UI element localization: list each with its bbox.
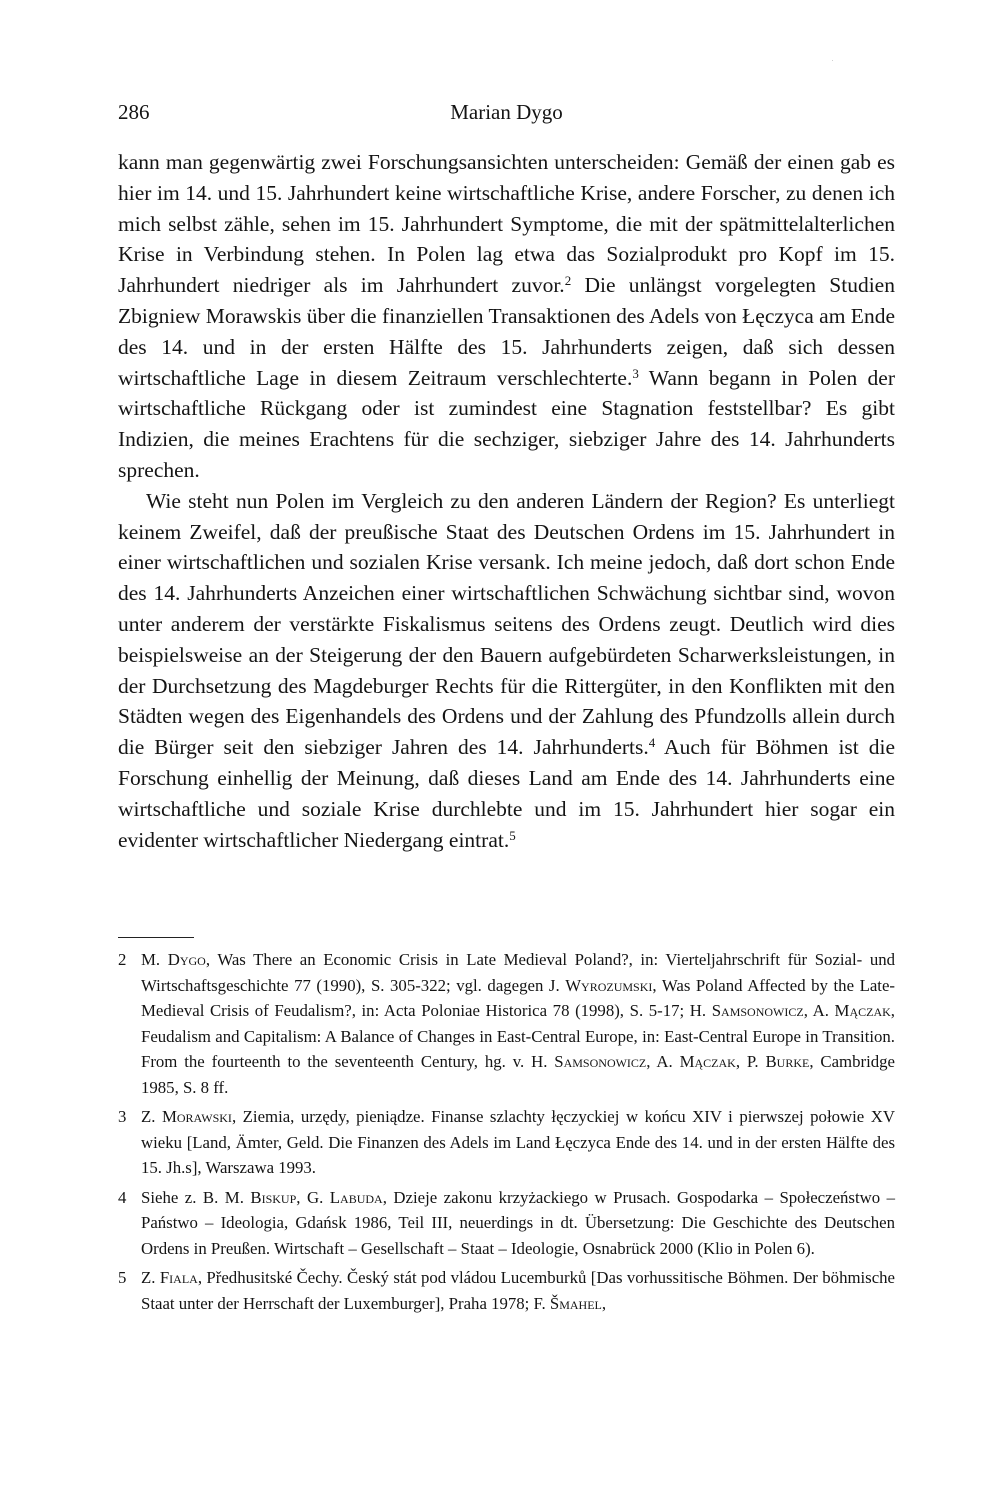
footnote-ref: 3 <box>632 365 639 381</box>
text-run: Wann begann in Polen der wirtschaftliche Rückgang oder ist zumindest eine Stagnation feststellbar? Es gibt Indizien, die meines Erachtens für die sechziger, siebziger Jahre des 14. Jahrhunderts sprechen. <box>118 365 895 482</box>
footnote-separator <box>118 937 194 938</box>
author-name: Wyrozumski <box>565 975 653 995</box>
footnote-ref: 4 <box>648 735 656 751</box>
author-name: Šmahel <box>549 1293 602 1313</box>
author-name: Biskup <box>250 1187 297 1207</box>
author-name: Labuda <box>329 1187 383 1207</box>
footnote-text: Z. <box>141 1107 162 1126</box>
footnote-text: Siehe z. B. M. <box>141 1187 251 1207</box>
footnote-number: 5 <box>118 1268 127 1287</box>
footnote <box>118 1104 895 1181</box>
text-run: kann man gegenwärtig zwei Forschungsansichten unterscheiden: Gemäß der einen gab es hier im 14. und 15. Jahrhundert keine wirtschaftliche Krise, andere Forscher, zu denen ich mich selbst zähle, sehen im 15. Jahrhundert Symptome, die mit der spätmittelalterlichen Krise in Verbindung stehen. In Polen lag etwa das Sozialprodukt pro Kopf im 15. Jahrhundert niedriger als im Jahrhundert zuvor. <box>118 150 895 298</box>
author-name: Samsonowicz <box>711 1001 804 1020</box>
author-name: Mączak <box>679 1052 736 1071</box>
footnote-text: , Was There an Economic Crisis in Late Medieval Poland?, in: Vierteljahrschrift für Sozial- und Wirtschaftsgeschichte 77 (1990), S. 305-322; vgl. dagegen J. <box>141 950 896 995</box>
text-run: Die unlängst vorgelegten Studien Zbigniew Morawskis über die finanziellen Transaktionen des Adels von Łęczyca am Ende des 14. und in der ersten Hälfte des 15. Jahrhunderts zeigen, daß sich dessen wirtschaftliche Lage in diesem Zeitraum verschlechterte. <box>118 273 895 390</box>
footnote-number: 3 <box>118 1107 127 1126</box>
author-name: Samsonowicz <box>554 1052 647 1071</box>
text-run: Auch für Böhmen ist die Forschung einhellig der Meinung, daß dieses Land am Ende des 14. Jahrhunderts eine wirtschaftliche und soziale Krise durchlebte und im 15. Jahrhundert hier sogar ein evidenter wirtschaftlicher Niedergang eintrat. <box>118 735 896 852</box>
footnote-text: , G. <box>296 1187 330 1207</box>
footnote <box>118 1185 895 1262</box>
page-number: 286 <box>118 100 150 124</box>
footnote-text: , A. <box>803 1001 835 1020</box>
author-name: Dygo <box>167 950 206 969</box>
author-name: Fiala <box>159 1268 198 1287</box>
footnotes <box>118 947 895 1320</box>
text-run: Wie steht nun Polen im Vergleich zu den anderen Ländern der Region? Es unterliegt keinem Zweifel, daß der preußische Staat des Deutschen Ordens im 15. Jahrhundert in einer wirtschaftlichen und sozialen Krise versank. Ich meine jedoch, daß dort schon Ende des 14. Jahrhunderts Anzeichen einer wirtschaftlichen Schwächung sichtbar sind, wovon unter anderem der verstärkte Fiskalismus seitens des Ordens zeugt. Deutlich wird dies beispielsweise an der Steigerung der den Bauern aufgebürdeten Scharwerksleistungen, in der Durchsetzung des Magdeburger Rechts für die Rittergüter, in den Konflikten mit den Städten wegen des Eigenhandels des Ordens und der Zahlung des Pfundzolls allein durch die Bürger seit den siebziger Jahren des 14. Jahrhunderts. <box>118 488 895 760</box>
footnote-ref: 2 <box>564 273 572 289</box>
footnote-text: , Was Poland Affected by the Late-Medieval Crisis of Feudalism?, in: Acta Poloniae Historica 78 (1998), S. 5-17; H. <box>141 975 895 1020</box>
running-head-author: Marian Dygo <box>450 100 563 124</box>
author-name: Mączak <box>834 1001 891 1020</box>
footnote <box>118 947 895 1100</box>
footnote-text: , Ziemia, urzędy, pieniądze. Finanse szlachty łęczyckiej w końcu XIV i pierwszej połowie XV wieku [Land, Ämter, Geld. Die Finanzen des Adels im Land Łęczyca Ende des 14. und in der ersten Hälfte des 15. Jh.s], Warszawa 1993. <box>141 1107 895 1177</box>
footnote-text: , Feudalism and Capitalism: A Balance of Changes in East-Central Europe, in: East-Central Europe in Transition. From the fourteenth to the seventeenth Century, hg. v. H. <box>141 1001 895 1071</box>
footnote-text: , <box>601 1293 607 1313</box>
footnote-text: , P. <box>735 1052 766 1071</box>
author-name: Morawski <box>161 1107 232 1126</box>
footnote-text: , Dzieje zakonu krzyżackiego w Prusach. Gospodarka – Społeczeństwo – Państwo – Ideologia, Gdańsk 1986, Teil III, neuerdings in dt. Übersetzung: Die Geschichte des Deutschen Ordens in Preußen. Wirtschaft – Gesellschaft – Staat – Ideologie, Osnabrück 2000 (Klio in Polen 6). <box>141 1187 895 1258</box>
footnote-text: , Předhusitské Čechy. Český stát pod vládou Lucemburků [Das vorhussitische Böhmen. Der böhmische Staat unter der Herrschaft der Luxemburger], Praha 1978; F. <box>141 1268 895 1313</box>
main-text <box>118 147 895 855</box>
paragraph <box>118 486 895 856</box>
author-name: Burke <box>765 1052 810 1071</box>
footnote <box>118 1265 895 1316</box>
page-header <box>118 100 895 130</box>
scan-artifact <box>832 60 833 61</box>
footnote-text: Z. <box>141 1268 160 1287</box>
footnote-text: M. <box>141 950 168 969</box>
footnote-ref: 5 <box>509 827 516 843</box>
footnote-number: 4 <box>118 1187 127 1207</box>
footnote-number: 2 <box>118 950 127 969</box>
paragraph <box>118 147 895 486</box>
footnote-text: , Cambridge 1985, S. 8 ff. <box>141 1052 895 1097</box>
footnote-text: , A. <box>646 1052 680 1071</box>
